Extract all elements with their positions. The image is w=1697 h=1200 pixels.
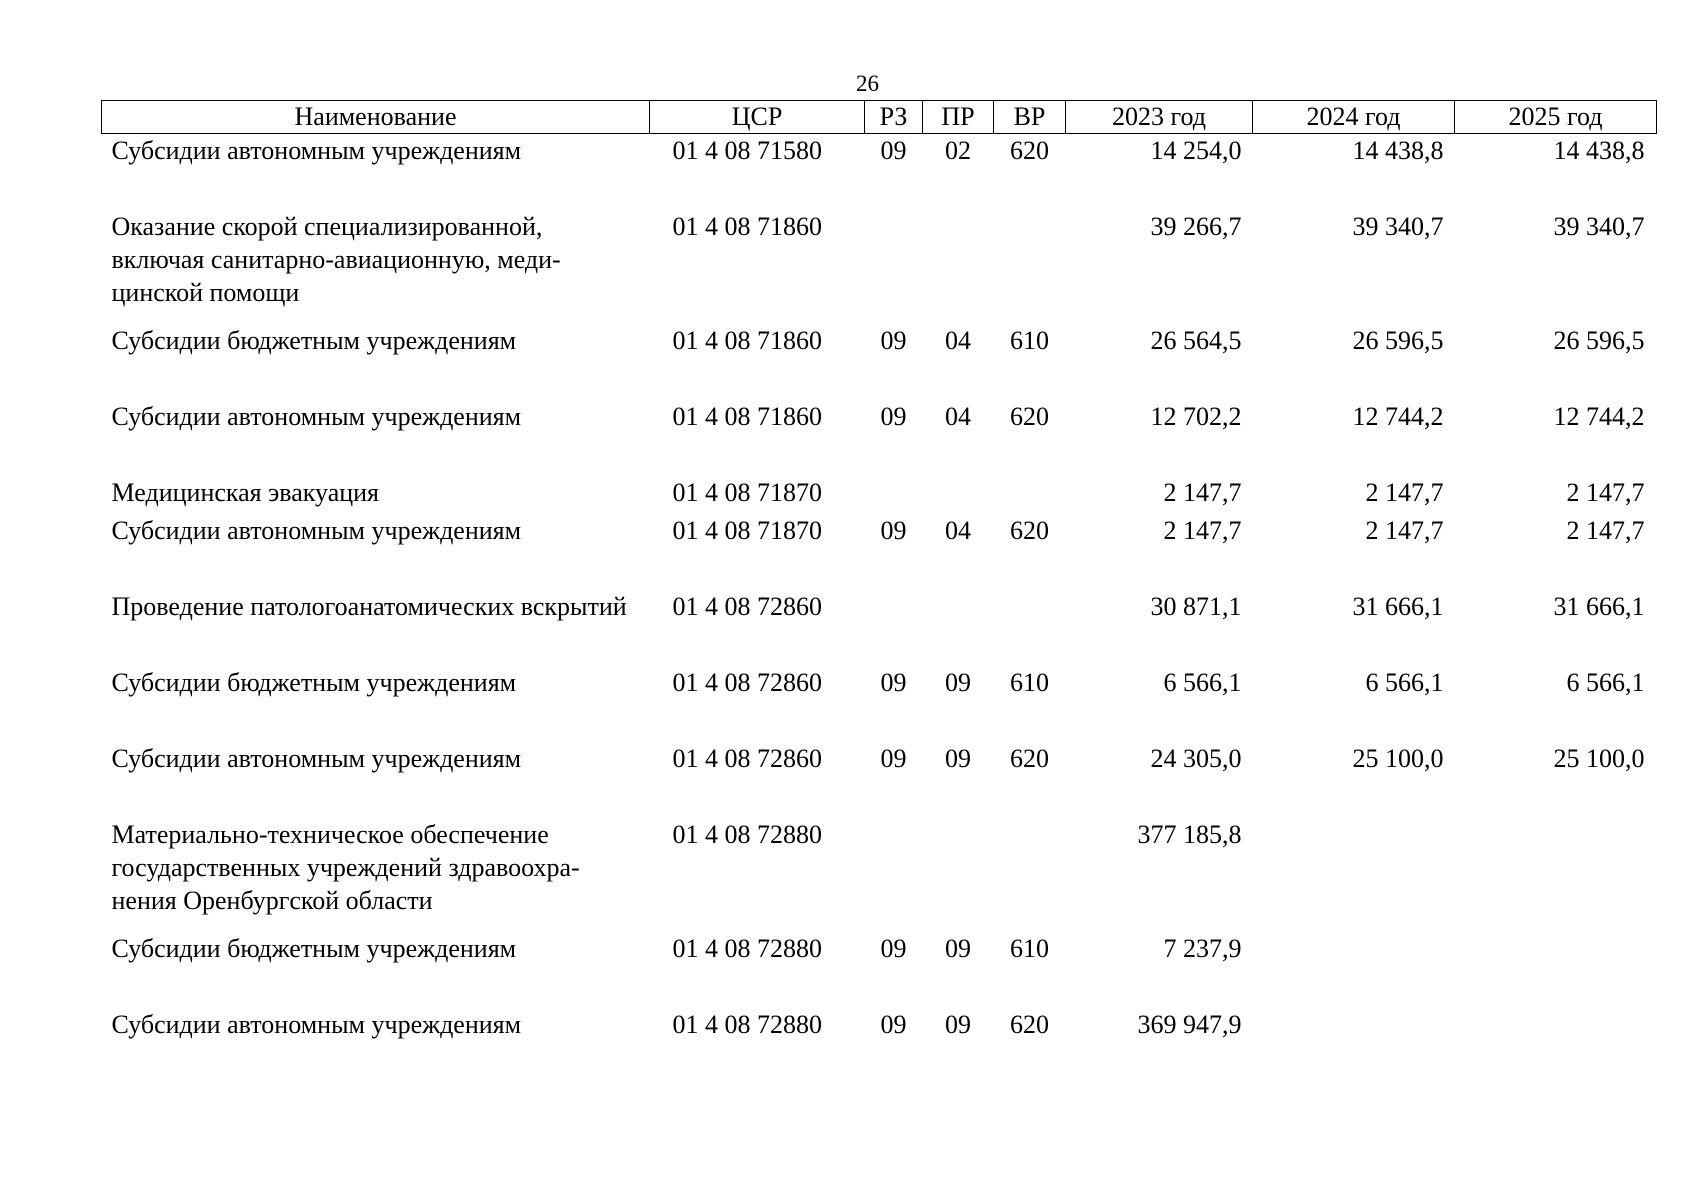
row-2024: 6 566,1 (1365, 668, 1444, 697)
header-name: Наименование (102, 101, 650, 134)
row-csr: 01 4 08 72880 (672, 1010, 822, 1039)
row-name: Субсидии бюджетным учреждениям (111, 668, 517, 697)
row-rz: 09 (880, 1010, 907, 1039)
row-pr: 04 (945, 326, 971, 355)
row-2024: 25 100,0 (1352, 744, 1444, 773)
row-name: Материально-техническое обеспечение государственных учреждений здравоохра-нения Оренбургской области (111, 820, 580, 915)
row-pr: 09 (945, 668, 971, 697)
row-vr: 620 (1010, 516, 1049, 545)
row-2023: 377 185,8 (1137, 820, 1242, 849)
row-pr (923, 476, 994, 514)
row-2025 (1455, 1008, 1657, 1046)
row-vr: 620 (1010, 402, 1049, 431)
row-2025 (1455, 818, 1657, 932)
header-pr: ПР (923, 101, 994, 134)
row-name: Проведение патологоанатомических вскрытий (111, 592, 627, 621)
budget-table (101, 100, 1657, 1046)
row-rz: 09 (880, 668, 907, 697)
row-2024: 2 147,7 (1365, 516, 1444, 545)
row-vr (994, 210, 1066, 324)
row-2025: 31 666,1 (1553, 592, 1645, 621)
row-vr: 610 (1010, 668, 1049, 697)
row-2025: 12 744,2 (1553, 402, 1645, 431)
table-row (102, 476, 1657, 514)
row-csr: 01 4 08 72860 (672, 744, 822, 773)
row-2023: 2 147,7 (1163, 516, 1242, 545)
row-rz: 09 (880, 136, 907, 165)
row-2023: 26 564,5 (1150, 326, 1242, 355)
row-csr: 01 4 08 72880 (672, 820, 822, 849)
row-csr: 01 4 08 71860 (672, 326, 822, 355)
row-pr (923, 818, 994, 932)
row-name: Медицинская эвакуация (111, 478, 380, 507)
row-csr: 01 4 08 71870 (672, 516, 822, 545)
table-row (102, 666, 1657, 742)
row-pr (923, 590, 994, 666)
row-pr: 04 (945, 516, 971, 545)
row-2023: 369 947,9 (1137, 1010, 1242, 1039)
row-name: Субсидии автономным учреждениям (111, 136, 522, 165)
row-rz (865, 210, 923, 324)
row-vr: 610 (1010, 934, 1049, 963)
row-2023: 12 702,2 (1150, 402, 1242, 431)
table-row (102, 932, 1657, 1008)
row-rz (865, 590, 923, 666)
row-2023: 30 871,1 (1150, 592, 1242, 621)
row-2024 (1253, 818, 1455, 932)
row-2025: 2 147,7 (1566, 516, 1645, 545)
row-csr: 01 4 08 72860 (672, 668, 822, 697)
row-rz (865, 476, 923, 514)
row-pr: 09 (945, 744, 971, 773)
row-name: Субсидии автономным учреждениям (111, 1010, 522, 1039)
row-2024: 14 438,8 (1352, 136, 1444, 165)
row-2025: 25 100,0 (1553, 744, 1645, 773)
header-rz: РЗ (865, 101, 923, 134)
row-2024: 39 340,7 (1352, 212, 1444, 241)
header-vr: ВР (994, 101, 1066, 134)
row-2024 (1253, 932, 1455, 1008)
row-2023: 6 566,1 (1163, 668, 1242, 697)
row-2025: 39 340,7 (1553, 212, 1645, 241)
row-2024: 31 666,1 (1352, 592, 1444, 621)
table-row (102, 742, 1657, 818)
header-2024: 2024 год (1253, 101, 1455, 134)
row-2023: 39 266,7 (1150, 212, 1242, 241)
table-row (102, 210, 1657, 324)
table-header-row (102, 101, 1657, 134)
table-row (102, 400, 1657, 476)
row-2025: 6 566,1 (1566, 668, 1645, 697)
row-rz (865, 818, 923, 932)
row-vr: 610 (1010, 326, 1049, 355)
row-rz: 09 (880, 934, 907, 963)
row-2024 (1253, 1008, 1455, 1046)
row-vr (994, 818, 1066, 932)
row-vr: 620 (1010, 136, 1049, 165)
row-csr: 01 4 08 71860 (672, 212, 822, 241)
row-2025: 26 596,5 (1553, 326, 1645, 355)
row-name: Субсидии бюджетным учреждениям (111, 326, 517, 355)
row-pr (923, 210, 994, 324)
row-vr: 620 (1010, 744, 1049, 773)
row-csr: 01 4 08 71860 (672, 402, 822, 431)
row-2025 (1455, 932, 1657, 1008)
row-csr: 01 4 08 72860 (672, 592, 822, 621)
row-2025: 2 147,7 (1566, 478, 1645, 507)
row-csr: 01 4 08 71580 (672, 136, 822, 165)
table-row (102, 818, 1657, 932)
row-name: Субсидии автономным учреждениям (111, 402, 522, 431)
row-rz: 09 (880, 402, 907, 431)
row-2023: 7 237,9 (1163, 934, 1242, 963)
row-2024: 12 744,2 (1352, 402, 1444, 431)
row-name: Субсидии бюджетным учреждениям (111, 934, 517, 963)
table-row (102, 1008, 1657, 1046)
row-rz: 09 (880, 326, 907, 355)
row-vr (994, 476, 1066, 514)
row-2023: 2 147,7 (1163, 478, 1242, 507)
row-csr: 01 4 08 72880 (672, 934, 822, 963)
header-csr: ЦСР (650, 101, 865, 134)
row-pr: 02 (945, 136, 971, 165)
row-rz: 09 (880, 744, 907, 773)
row-pr: 04 (945, 402, 971, 431)
table-row (102, 590, 1657, 666)
row-2024: 2 147,7 (1365, 478, 1444, 507)
header-2025: 2025 год (1455, 101, 1657, 134)
header-2023: 2023 год (1066, 101, 1253, 134)
row-csr: 01 4 08 71870 (672, 478, 822, 507)
row-name: Субсидии автономным учреждениям (111, 744, 522, 773)
row-vr: 620 (1010, 1010, 1049, 1039)
table-row (102, 514, 1657, 590)
row-2024: 26 596,5 (1352, 326, 1444, 355)
row-2025: 14 438,8 (1553, 136, 1645, 165)
table-row (102, 324, 1657, 400)
row-name: Оказание скорой специализированной, включая санитарно-авиационную, меди-цинской помощи (111, 212, 561, 307)
row-2023: 14 254,0 (1150, 136, 1242, 165)
page-number: 26 (856, 71, 879, 96)
row-pr: 09 (945, 1010, 971, 1039)
row-pr: 09 (945, 934, 971, 963)
row-2023: 24 305,0 (1150, 744, 1242, 773)
row-name: Субсидии автономным учреждениям (111, 516, 522, 545)
row-vr (994, 590, 1066, 666)
row-rz: 09 (880, 516, 907, 545)
table-row (102, 134, 1657, 211)
